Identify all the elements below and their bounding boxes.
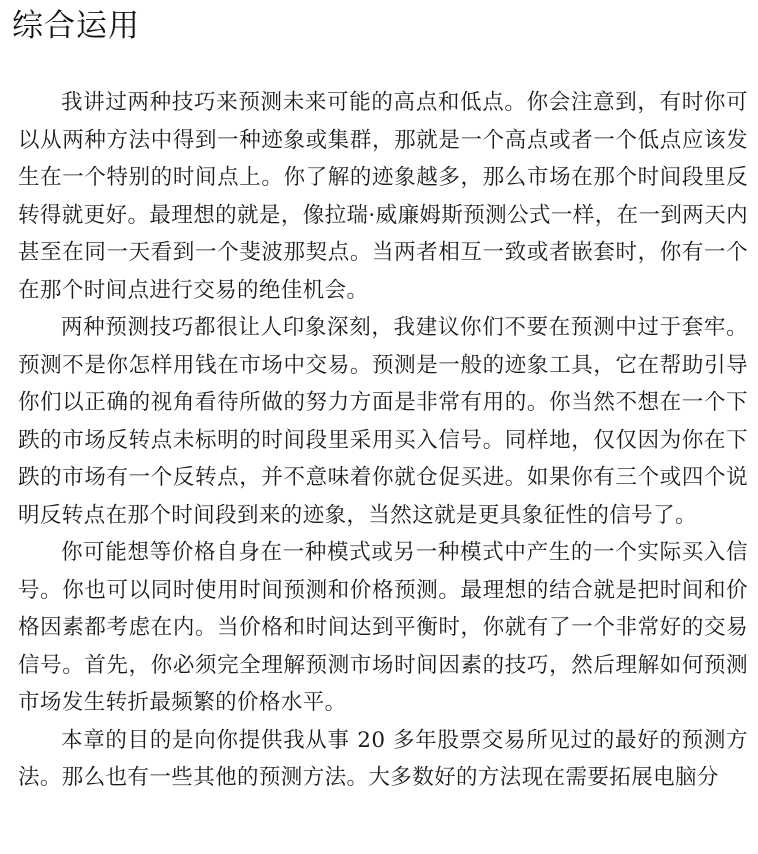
paragraph-2: 两种预测技巧都很让人印象深刻，我建议你们不要在预测中过于套牢。预测不是你怎样用钱在市场中交易。预测是一般的迹象工具，它在帮助引导你们以正确的视角看待所做的努力方面是非常有用的。你当然不想在一个下跌的市场反转点未标明的时间段里采用买入信号。同样地，仅仅因为你在下跌的市场有一个反转点，并不意味着你就仓促买进。如果你有三个或四个说明反转点在那个时间段到来的迹象，当然这就是更具象征性的信号了。 (18, 315, 748, 528)
paragraph-1: 我讲过两种技巧来预测未来可能的高点和低点。你会注意到，有时你可以从两种方法中得到一种迹象或集群，那就是一个高点或者一个低点应该发生在一个特别的时间点上。你了解的迹象越多，那么市场在那个时间段里反转得就更好。最理想的就是，像拉瑞·威廉姆斯预测公式一样，在一到两天内甚至在同一天看到一个斐波那契点。当两者相互一致或者嵌套时，你有一个在那个时间点进行交易的绝佳机会。 (18, 90, 748, 303)
body-text (18, 84, 748, 797)
paragraph-3: 你可能想等价格自身在一种模式或另一种模式中产生的一个实际买入信号。你也可以同时使用时间预测和价格预测。最理想的结合就是把时间和价格因素都考虑在内。当价格和时间达到平衡时，你就有了一个非常好的交易信号。首先，你必须完全理解预测市场时间因素的技巧，然后理解如何预测市场发生转折最频繁的价格水平。 (18, 540, 748, 715)
paragraph-4: 本章的目的是向你提供我从事 20 多年股票交易所见过的最好的预测方法。那么也有一些其他的预测方法。大多数好的方法现在需要拓展电脑分 (18, 727, 748, 790)
section-title: 综合运用 (12, 8, 140, 44)
